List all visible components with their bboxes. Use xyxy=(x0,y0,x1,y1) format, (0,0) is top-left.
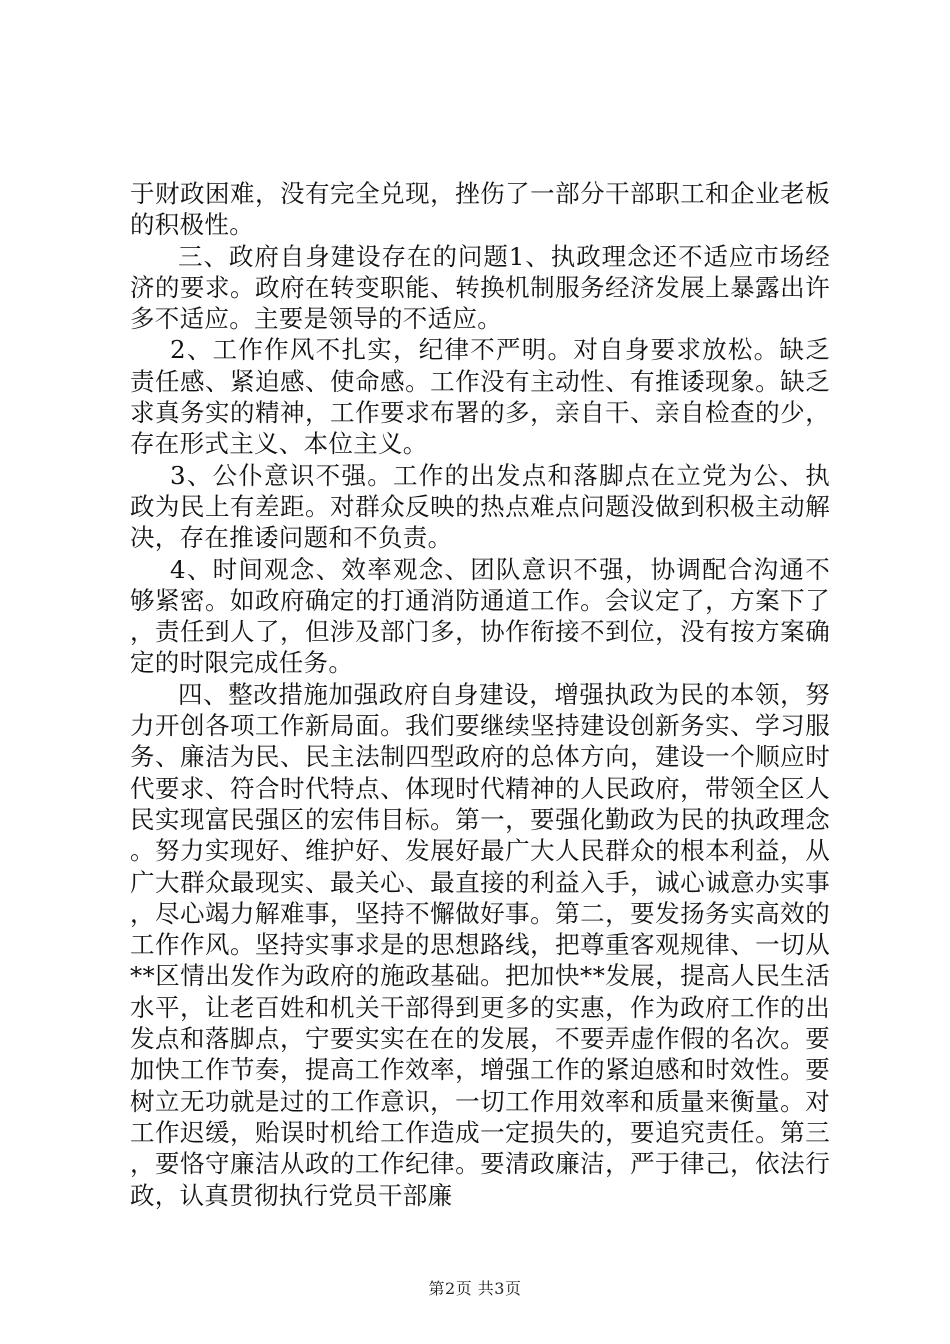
paragraph-item-four: 4、时间观念、效率观念、团队意识不强，协调配合沟通不够紧密。如政府确定的打通消防通道工作。会议定了，方案下了，责任到人了，但涉及部门多，协作衔接不到位，没有按方案确定的时限完成任务。 xyxy=(130,554,830,678)
paragraph-item-two: 2、工作作风不扎实，纪律不严明。对自身要求放松。缺乏责任感、紧迫感、使命感。工作没有主动性、有推诿现象。缺乏求真务实的精神，工作要求布署的多，亲自干、亲自检查的少，存在形式主义、本位主义。 xyxy=(130,335,830,459)
paragraph-section-four: 四、整改措施加强政府自身建设，增强执政为民的本领，努力开创各项工作新局面。我们要继续坚持建设创新务实、学习服务、廉洁为民、民主法制四型政府的总体方向，建设一个顺应时代要求、符合时代特点、体现时代精神的人民政府，带领全区人民实现富民强区的宏伟目标。第一，要强化勤政为民的执政理念。努力实现好、维护好、发展好最广大人民群众的根本利益，从广大群众最现实、最关心、最直接的利益入手，诚心诚意办实事，尽心竭力解难事，坚持不懈做好事。第二，要发扬务实高效的工作作风。坚持实事求是的思想路线，把尊重客观规律、一切从**区情出发作为政府的施政基础。把加快**发展，提高人民生活水平，让老百姓和机关干部得到更多的实惠，作为政府工作的出发点和落脚点，宁要实实在在的发展，不要弄虚作假的名次。要加快工作节奏，提高工作效率，增强工作的紧迫感和时效性。要树立无功就是过的工作意识，一切工作用效率和质量来衡量。对工作迟缓，贻误时机给工作造成一定损失的，要追究责任。第三，要恪守廉洁从政的工作纪律。要清政廉洁，严于律己，依法行政，认真贯彻执行党员干部廉 xyxy=(130,679,830,1210)
paragraph-section-three: 三、政府自身建设存在的问题1、执政理念还不适应市场经济的要求。政府在转变职能、转换机制服务经济发展上暴露出许多不适应。主要是领导的不适应。 xyxy=(130,241,830,334)
document-body xyxy=(130,178,830,1211)
paragraph-item-three: 3、公仆意识不强。工作的出发点和落脚点在立党为公、执政为民上有差距。对群众反映的热点难点问题没做到积极主动解决，存在推诿问题和不负责。 xyxy=(130,460,830,553)
paragraph-continuation: 于财政困难，没有完全兑现，挫伤了一部分干部职工和企业老板的积极性。 xyxy=(130,179,830,240)
page-number-footer: 第2页 共3页 xyxy=(428,1279,522,1298)
